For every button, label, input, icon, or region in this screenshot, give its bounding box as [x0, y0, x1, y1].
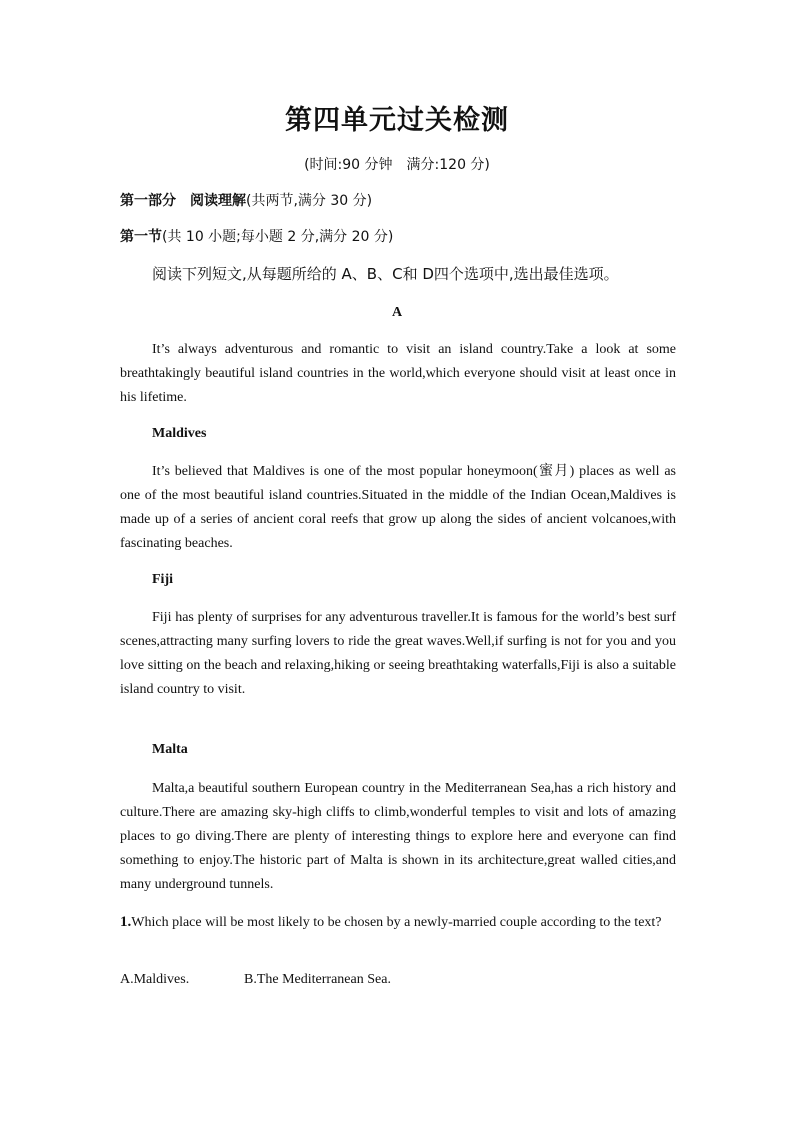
- part-one-heading: [120, 189, 676, 213]
- question-1-options: [120, 972, 391, 988]
- section-one-heading: [120, 225, 676, 249]
- question-text: Which place will be most likely to be chosen by a newly-married couple according to the text?: [131, 915, 662, 930]
- maldives-paragraph: It’s believed that Maldives is one of the most popular honeymoon(蜜月) places as well as one of the most beautiful island countries.Situated in the middle of the Indian Ocean,Maldives is made up of a series of ancient coral reefs that grow up along the sides of ancient volcanoes,with fascinating beaches.: [120, 464, 676, 551]
- malta-paragraph: Malta,a beautiful southern European country in the Mediterranean Sea,has a rich history and culture.There are amazing sky-high cliffs to climb,wonderful temples to visit and lots of amazing places to go diving.There are plenty of interesting things to explore here and everyone can find something to enjoy.The historic part of Malta is shown in its architecture,great walled cities,and many underground tunnels.: [120, 781, 676, 892]
- page-title: 第四单元过关检测: [285, 105, 509, 136]
- option-a[interactable]: A.Maldives.: [120, 972, 190, 987]
- section-heading-fiji: Fiji: [152, 572, 173, 587]
- option-b[interactable]: B.The Mediterranean Sea.: [244, 972, 391, 987]
- intro-paragraph: It’s always adventurous and romantic to visit an island country.Take a look at some breathtakingly beautiful island countries in the world,which everyone should visit at least once in his lifetime.: [120, 342, 676, 405]
- question-number: 1.: [120, 914, 132, 930]
- section-one-note: (共 10 小题;每小题 2 分,满分 20 分): [162, 229, 394, 245]
- instruction-text: 阅读下列短文,从每题所给的 A、B、C和 D四个选项中,选出最佳选项。: [152, 265, 619, 283]
- section-heading-malta: Malta: [152, 742, 188, 757]
- section-heading-maldives: Maldives: [152, 426, 207, 441]
- part-one-label: 第一部分 阅读理解: [120, 193, 246, 209]
- passage-intro: [120, 338, 676, 410]
- fiji-paragraph: Fiji has plenty of surprises for any adventurous traveller.It is famous for the world’s best surf scenes,attracting many surfing lovers to ride the great waves.Well,if surfing is not for you and you love sitting on the beach and relaxing,hiking or seeing breathtaking waterfalls,Fiji is also a suitable island country to visit.: [120, 610, 676, 697]
- part-one-note: (共两节,满分 30 分): [246, 193, 373, 209]
- passage-letter: A: [391, 305, 403, 320]
- page-subtitle: (时间:90 分钟 满分:120 分): [304, 157, 490, 173]
- section-text-malta: [120, 777, 676, 897]
- section-text-fiji: [120, 606, 676, 702]
- section-one-label: 第一节: [120, 229, 162, 245]
- question-1: [120, 910, 676, 935]
- section-text-maldives: [120, 460, 676, 556]
